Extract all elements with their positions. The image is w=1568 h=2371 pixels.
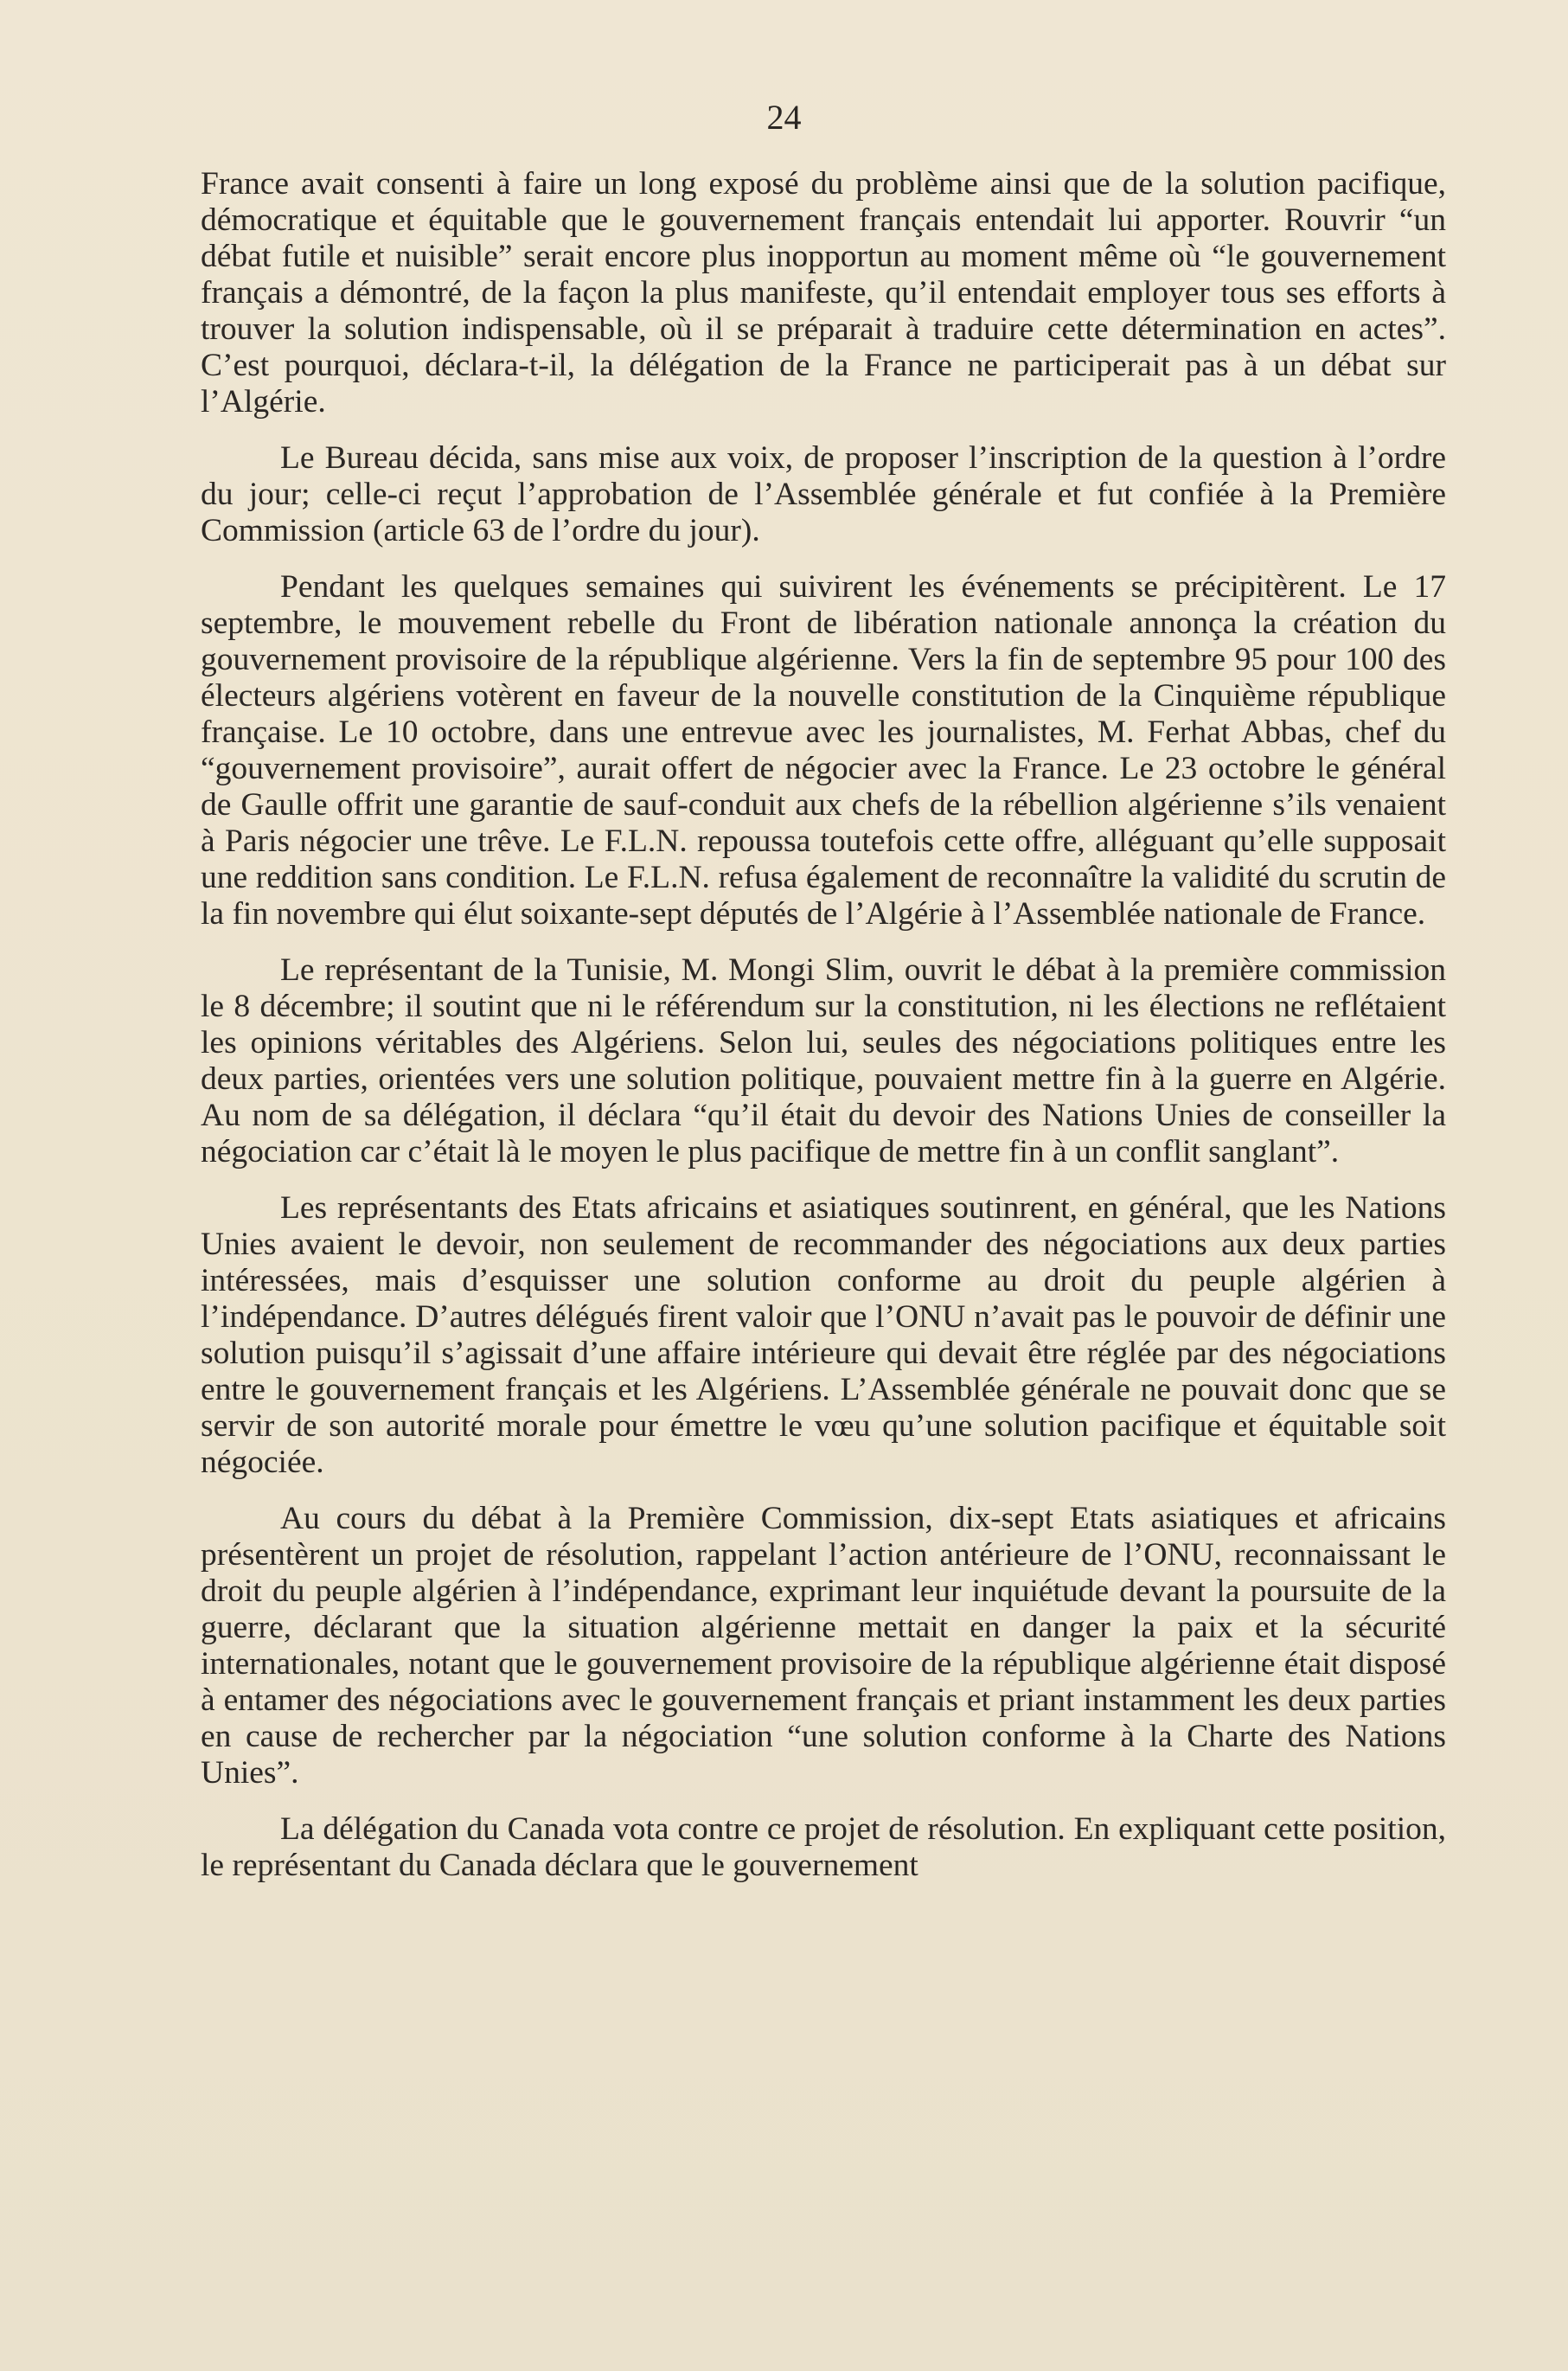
paragraph: Les représentants des Etats africains et asiatiques soutinrent, en général, que les Nations Unies avaient le devoir, non seulement de recommander des négociations aux deux parties intéressées, mais d’esquisser une solution conforme au droit du peuple algérien à l’indépendance. D’autres délégués firent valoir que l’ONU n’avait pas le pouvoir de définir une solution puisqu’il s’agissait d’une affaire intérieure qui devait être réglée par des négociations entre le gouvernement français et les Algériens. L’Assemblée générale ne pouvait donc que se servir de son autorité morale pour émettre le vœu qu’une solution pacifique et équitable soit négociée.: [201, 1190, 1446, 1480]
page-number: 24: [766, 98, 802, 137]
paragraph: Le représentant de la Tunisie, M. Mongi Slim, ouvrit le débat à la première commission le 8 décembre; il soutint que ni le référendum sur la constitution, ni les élections ne reflétaient les opinions véritables des Algériens. Selon lui, seules des négociations politiques entre les deux parties, orientées vers une solution politique, pouvaient mettre fin à la guerre en Algérie. Au nom de sa délégation, il déclara “qu’il était du devoir des Nations Unies de conseiller la négociation car c’était là le moyen le plus pacifique de mettre fin à un conflit sanglant”.: [201, 952, 1446, 1169]
paragraph: Pendant les quelques semaines qui suivirent les événements se précipitèrent. Le 17 septembre, le mouvement rebelle du Front de libération nationale annonça la création du gouvernement provisoire de la république algérienne. Vers la fin de septembre 95 pour 100 des électeurs algériens votèrent en faveur de la nouvelle constitution de la Cinquième république française. Le 10 octobre, dans une entrevue avec les journalistes, M. Ferhat Abbas, chef du “gouvernement provisoire”, aurait offert de négocier avec la France. Le 23 octobre le général de Gaulle offrit une garantie de sauf-conduit aux chefs de la rébellion algérienne s’ils venaient à Paris négocier une trêve. Le F.L.N. repoussa toutefois cette offre, alléguant qu’elle supposait une reddition sans condition. Le F.L.N. refusa également de reconnaître la validité du scrutin de la fin novembre qui élut soixante-sept députés de l’Algérie à l’Assemblée nationale de France.: [201, 569, 1446, 932]
paragraph: Au cours du débat à la Première Commission, dix-sept Etats asiatiques et africains présentèrent un projet de résolution, rappelant l’action antérieure de l’ONU, reconnaissant le droit du peuple algérien à l’indépendance, exprimant leur inquiétude devant la poursuite de la guerre, déclarant que la situation algérienne mettait en danger la paix et la sécurité internationales, notant que le gouvernement provisoire de la république algérienne était disposé à entamer des négociations avec le gouvernement français et priant instamment les deux parties en cause de rechercher par la négociation “une solution conforme à la Charte des Nations Unies”.: [201, 1501, 1446, 1791]
body-text: [201, 166, 1446, 1904]
paragraph-continued: France avait consenti à faire un long exposé du problème ainsi que de la solution pacifique, démocratique et équitable que le gouvernement français entendait lui apporter. Rouvrir “un débat futile et nuisible” serait encore plus inopportun au moment même où “le gouvernement français a démontré, de la façon la plus manifeste, qu’il entendait employer tous ses efforts à trouver la solution indispensable, où il se préparait à traduire cette détermination en actes”. C’est pourquoi, déclara-t-il, la délégation de la France ne participerait pas à un débat sur l’Algérie.: [201, 166, 1446, 420]
paragraph: Le Bureau décida, sans mise aux voix, de proposer l’inscription de la question à l’ordre du jour; celle-ci reçut l’approbation de l’Assemblée générale et fut confiée à la Première Commission (article 63 de l’ordre du jour).: [201, 440, 1446, 548]
paragraph: La délégation du Canada vota contre ce projet de résolution. En expliquant cette position, le représentant du Canada déclara que le gouvernement: [201, 1811, 1446, 1883]
